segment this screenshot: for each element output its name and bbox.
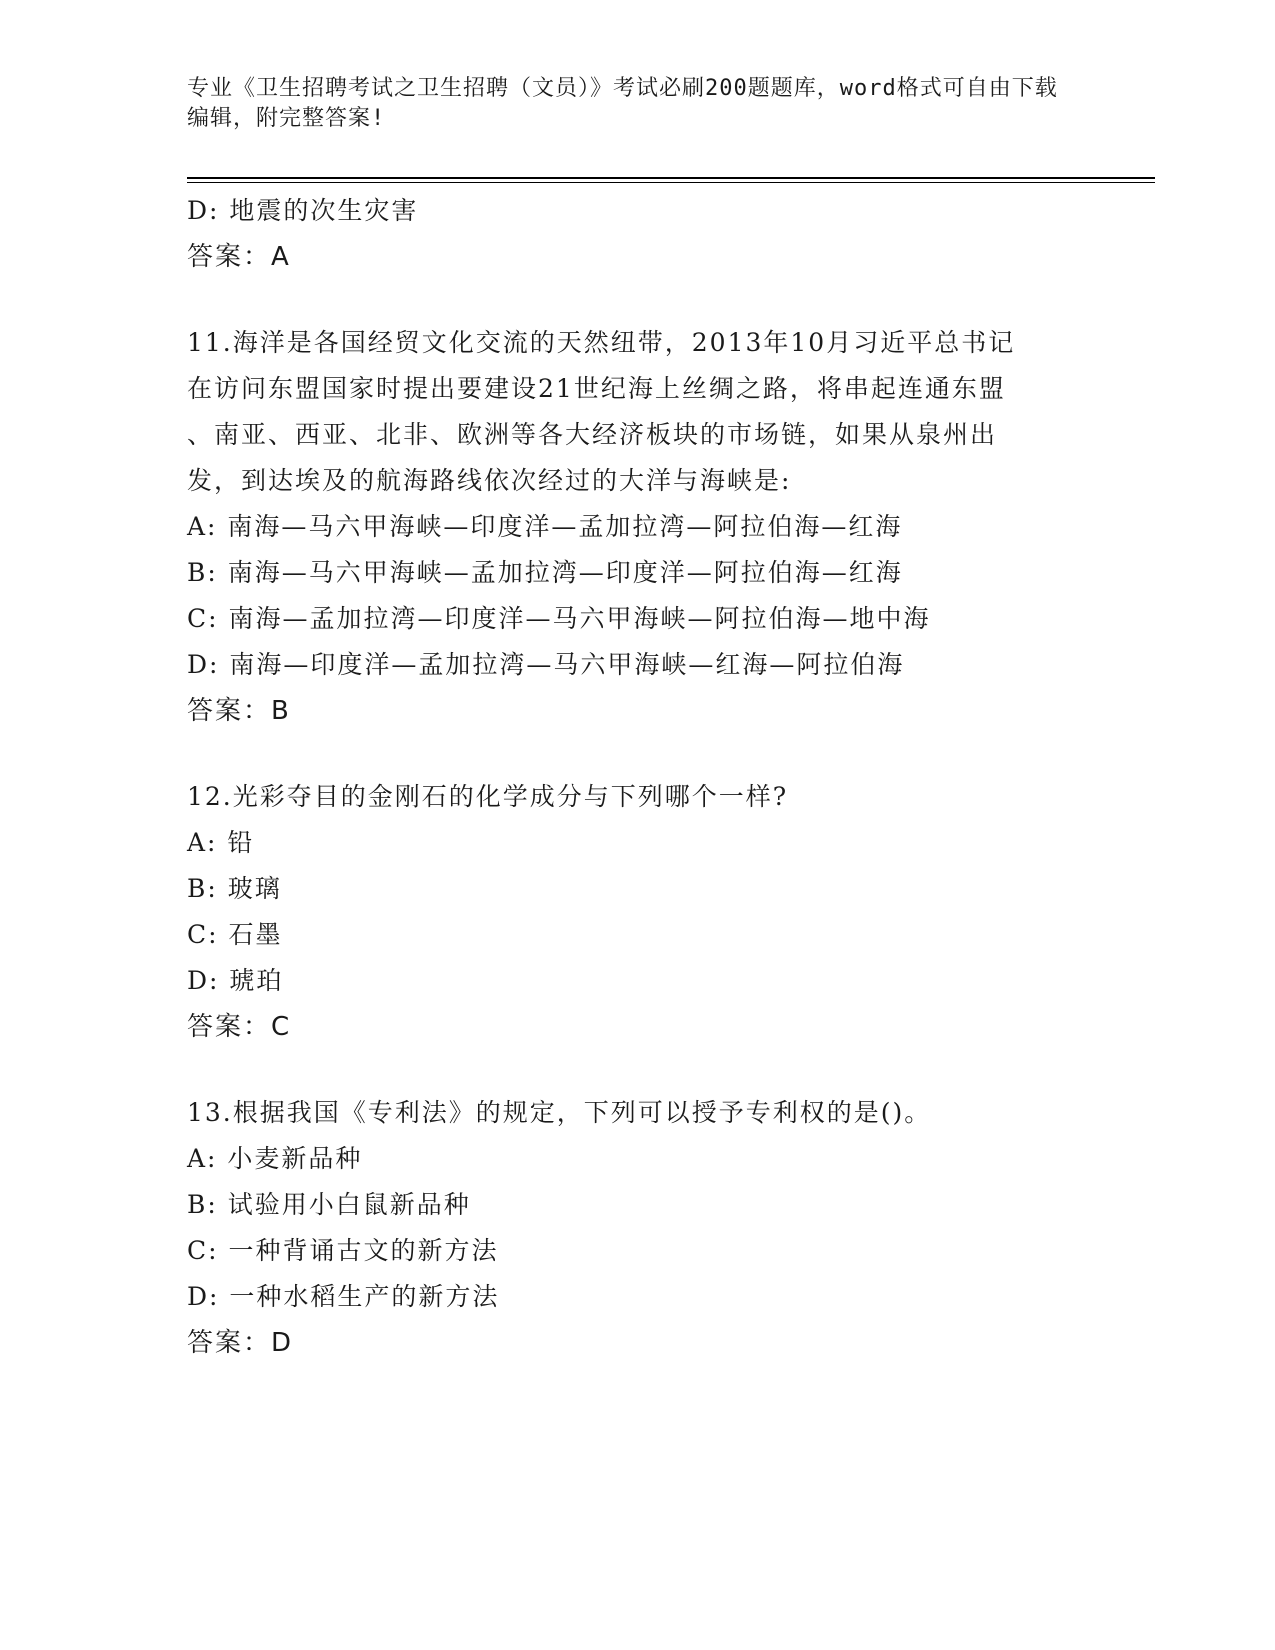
option-c: C: 一种背诵古文的新方法 [187,1236,499,1265]
question-text-line: 发，到达埃及的航海路线依次经过的大洋与海峡是: [187,466,792,495]
answer-line: 答案：B [187,696,291,726]
option-d: D: 南海—印度洋—孟加拉湾—马六甲海峡—红海—阿拉伯海 [187,650,905,679]
option-d: D: 琥珀 [187,966,284,995]
question-item [187,320,1155,734]
header-divider [187,177,1155,179]
option-d: D: 地震的次生灾害 [187,196,419,225]
question-text-line: 11.海洋是各国经贸文化交流的天然纽带，2013年10月习近平总书记 [187,328,1016,357]
question-text-line: 13.根据我国《专利法》的规定，下列可以授予专利权的是()。 [187,1098,932,1127]
question-text-line: 在访问东盟国家时提出要建设21世纪海上丝绸之路，将串起连通东盟 [187,374,1006,403]
page-header: 专业《卫生招聘考试之卫生招聘（文员）》考试必刷200题题库，word格式可自由下载编辑，附完整答案! [187,76,1058,131]
option-c: C: 南海—孟加拉湾—印度洋—马六甲海峡—阿拉伯海—地中海 [187,604,931,633]
answer-line: 答案：D [187,1328,294,1358]
option-a: A: 小麦新品种 [187,1144,363,1173]
option-b: B: 玻璃 [187,874,282,903]
question-content [187,188,1155,1366]
option-b: B: 试验用小白鼠新品种 [187,1190,471,1219]
question-item [187,1090,1155,1366]
question-text-line: 、南亚、西亚、北非、欧洲等各大经济板块的市场链，如果从泉州出 [187,420,998,449]
option-a: A: 南海—马六甲海峡—印度洋—孟加拉湾—阿拉伯海—红海 [187,512,903,541]
answer-line: 答案：A [187,242,291,272]
header-divider-thin [187,182,1155,183]
question-text-line: 12.光彩夺目的金刚石的化学成分与下列哪个一样? [187,782,789,811]
option-c: C: 石墨 [187,920,283,949]
answer-line: 答案：C [187,1012,292,1042]
previous-question-tail [187,188,1155,280]
question-item [187,774,1155,1050]
option-a: A: 铅 [187,828,255,857]
option-d: D: 一种水稻生产的新方法 [187,1282,500,1311]
option-b: B: 南海—马六甲海峡—孟加拉湾—印度洋—阿拉伯海—红海 [187,558,903,587]
